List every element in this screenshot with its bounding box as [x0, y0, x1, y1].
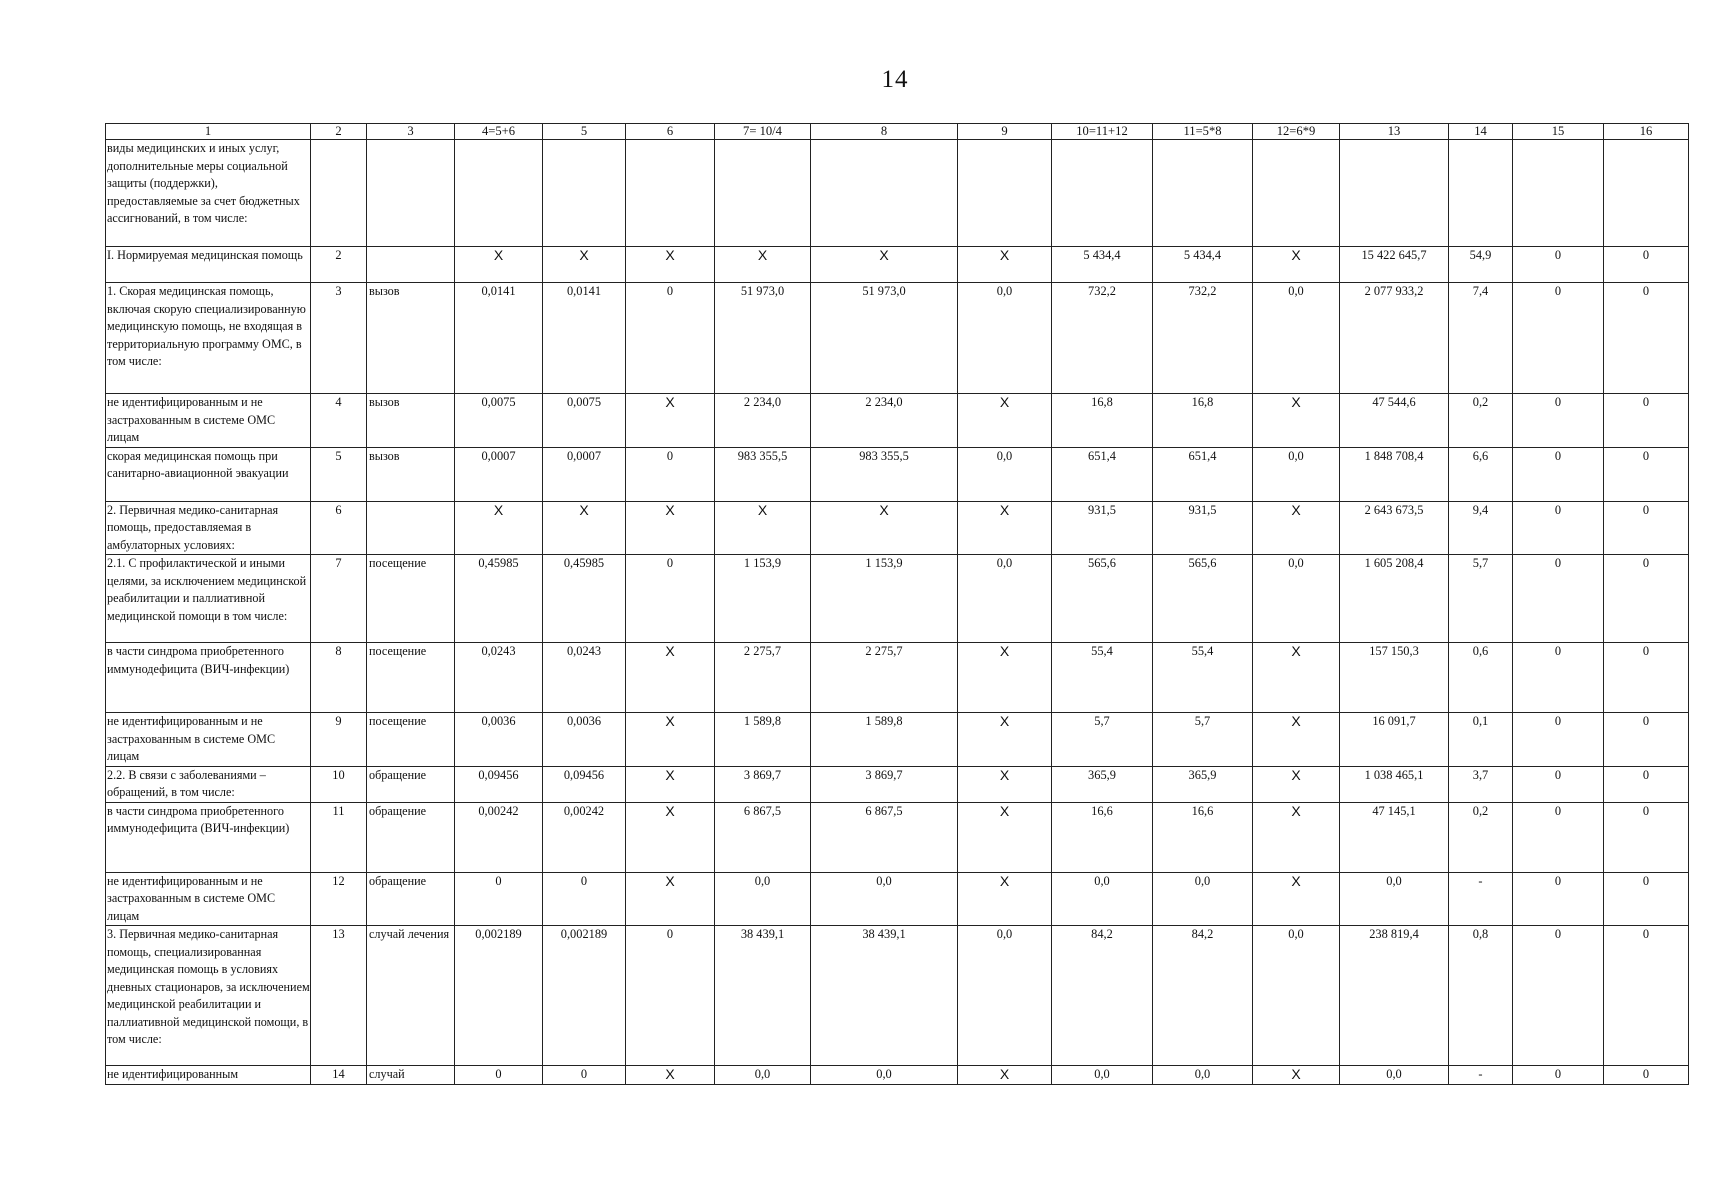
table-cell-col-8: X [811, 247, 958, 283]
table-cell-col-10: 0,0 [1052, 1066, 1153, 1085]
table-row [106, 802, 1689, 872]
table-cell-col-5: 0,00242 [543, 802, 626, 872]
table-cell-col-13: 1 605 208,4 [1340, 555, 1449, 643]
table-cell-col-11: 0,0 [1153, 1066, 1253, 1085]
header-cell-col-14: 14 [1449, 124, 1513, 140]
table-cell-col-15: 0 [1513, 1066, 1604, 1085]
table-cell-col-4: X [455, 247, 543, 283]
table-cell-col-16: 0 [1604, 394, 1689, 448]
table-cell-col-4: 0,002189 [455, 926, 543, 1066]
table-cell-col-15: 0 [1513, 766, 1604, 802]
header-cell-col-4: 4=5+6 [455, 124, 543, 140]
table-cell-col-4: 0,0007 [455, 447, 543, 501]
table-cell-col-16 [1604, 140, 1689, 247]
table-cell-col-15 [1513, 140, 1604, 247]
table-row [106, 872, 1689, 926]
table-cell-col-7: 0,0 [715, 1066, 811, 1085]
table-cell-col-15: 0 [1513, 247, 1604, 283]
table-header [106, 124, 1689, 140]
table-cell-col-8: 51 973,0 [811, 283, 958, 394]
table-cell-col-4: 0,0075 [455, 394, 543, 448]
unit-cell [367, 501, 455, 555]
table-cell-col-10: 84,2 [1052, 926, 1153, 1066]
row-label-cell: в части синдрома приобретенного иммунодефицита (ВИЧ-инфекции) [106, 802, 311, 872]
table-cell-col-11: 84,2 [1153, 926, 1253, 1066]
table-cell-col-5 [543, 140, 626, 247]
table-cell-col-14: 0,6 [1449, 643, 1513, 713]
table-cell-col-13: 1 038 465,1 [1340, 766, 1449, 802]
table-cell-col-16: 0 [1604, 713, 1689, 767]
table-cell-col-6: 0 [626, 283, 715, 394]
table-cell-col-5: X [543, 501, 626, 555]
table-row [106, 283, 1689, 394]
table-cell-col-11: 0,0 [1153, 872, 1253, 926]
table-cell-col-10: 55,4 [1052, 643, 1153, 713]
table-cell-col-6: X [626, 1066, 715, 1085]
table-cell-col-9: 0,0 [958, 926, 1052, 1066]
table-cell-col-15: 0 [1513, 643, 1604, 713]
row-label-cell: в части синдрома приобретенного иммунодефицита (ВИЧ-инфекции) [106, 643, 311, 713]
table-cell-col-12: X [1253, 802, 1340, 872]
table-cell-col-14: 6,6 [1449, 447, 1513, 501]
table-cell-col-14: 7,4 [1449, 283, 1513, 394]
table-cell-col-8: 2 234,0 [811, 394, 958, 448]
table-cell-col-11: 651,4 [1153, 447, 1253, 501]
table-cell-col-9 [958, 140, 1052, 247]
table-cell-col-16: 0 [1604, 247, 1689, 283]
table-cell-col-14: 54,9 [1449, 247, 1513, 283]
table-cell-col-9: X [958, 1066, 1052, 1085]
table-cell-col-5: 0,0243 [543, 643, 626, 713]
table-cell-col-9: X [958, 802, 1052, 872]
table-cell-col-9: X [958, 766, 1052, 802]
table-cell-col-7: 38 439,1 [715, 926, 811, 1066]
table-cell-col-6: X [626, 643, 715, 713]
table-cell-col-8: 0,0 [811, 872, 958, 926]
header-cell-col-8: 8 [811, 124, 958, 140]
table-cell-col-2: 4 [311, 394, 367, 448]
table-cell-col-15: 0 [1513, 872, 1604, 926]
table-cell-col-14: 0,8 [1449, 926, 1513, 1066]
table-cell-col-13: 0,0 [1340, 872, 1449, 926]
header-row [106, 124, 1689, 140]
table-cell-col-6: X [626, 394, 715, 448]
table-cell-col-13: 2 077 933,2 [1340, 283, 1449, 394]
unit-cell: обращение [367, 872, 455, 926]
table-cell-col-13: 47 544,6 [1340, 394, 1449, 448]
row-label-cell: 1. Скорая медицинская помощь, включая скорую специализированную медицинскую помощь, не входящая в территориальную программу ОМС, в том числе: [106, 283, 311, 394]
table-cell-col-15: 0 [1513, 802, 1604, 872]
table-cell-col-8: 3 869,7 [811, 766, 958, 802]
table-cell-col-9: X [958, 643, 1052, 713]
unit-cell: посещение [367, 713, 455, 767]
table-cell-col-11: 5 434,4 [1153, 247, 1253, 283]
table-cell-col-6: 0 [626, 926, 715, 1066]
table-cell-col-16: 0 [1604, 283, 1689, 394]
data-table [105, 123, 1689, 1085]
table-cell-col-10: 651,4 [1052, 447, 1153, 501]
table-cell-col-13: 15 422 645,7 [1340, 247, 1449, 283]
table-cell-col-9: X [958, 872, 1052, 926]
table-cell-col-14: 0,2 [1449, 802, 1513, 872]
table-cell-col-4: 0,0141 [455, 283, 543, 394]
table-cell-col-9: X [958, 713, 1052, 767]
table-cell-col-15: 0 [1513, 447, 1604, 501]
table-cell-col-16: 0 [1604, 447, 1689, 501]
unit-cell: обращение [367, 766, 455, 802]
row-label-cell: I. Нормируемая медицинская помощь [106, 247, 311, 283]
table-row [106, 555, 1689, 643]
table-cell-col-2: 2 [311, 247, 367, 283]
table-cell-col-10: 5,7 [1052, 713, 1153, 767]
table-row [106, 394, 1689, 448]
data-table-container [105, 123, 1689, 1085]
table-cell-col-14: - [1449, 1066, 1513, 1085]
table-cell-col-15: 0 [1513, 501, 1604, 555]
table-cell-col-6: X [626, 713, 715, 767]
table-cell-col-8: 6 867,5 [811, 802, 958, 872]
table-cell-col-6: 0 [626, 555, 715, 643]
header-cell-col-3: 3 [367, 124, 455, 140]
table-cell-col-7: 51 973,0 [715, 283, 811, 394]
header-cell-col-6: 6 [626, 124, 715, 140]
table-cell-col-8: 1 589,8 [811, 713, 958, 767]
unit-cell: вызов [367, 283, 455, 394]
table-cell-col-12: X [1253, 872, 1340, 926]
table-cell-col-8: 1 153,9 [811, 555, 958, 643]
header-cell-col-5: 5 [543, 124, 626, 140]
table-cell-col-13: 157 150,3 [1340, 643, 1449, 713]
table-cell-col-11: 365,9 [1153, 766, 1253, 802]
table-cell-col-14: 0,2 [1449, 394, 1513, 448]
table-cell-col-9: 0,0 [958, 555, 1052, 643]
table-cell-col-4: 0,45985 [455, 555, 543, 643]
table-cell-col-4 [455, 140, 543, 247]
table-cell-col-7: 0,0 [715, 872, 811, 926]
table-cell-col-14: - [1449, 872, 1513, 926]
table-cell-col-5: 0,09456 [543, 766, 626, 802]
table-cell-col-5: 0 [543, 1066, 626, 1085]
table-cell-col-11 [1153, 140, 1253, 247]
table-cell-col-9: X [958, 394, 1052, 448]
table-cell-col-7: 2 275,7 [715, 643, 811, 713]
table-body [106, 140, 1689, 1085]
table-cell-col-16: 0 [1604, 872, 1689, 926]
table-cell-col-9: 0,0 [958, 283, 1052, 394]
row-label-cell: не идентифицированным и не застрахованным в системе ОМС лицам [106, 394, 311, 448]
table-cell-col-7 [715, 140, 811, 247]
table-cell-col-2: 13 [311, 926, 367, 1066]
row-label-cell: 2. Первичная медико-санитарная помощь, предоставляемая в амбулаторных условиях: [106, 501, 311, 555]
table-cell-col-12: X [1253, 643, 1340, 713]
table-cell-col-4: 0,0243 [455, 643, 543, 713]
unit-cell: посещение [367, 643, 455, 713]
unit-cell [367, 140, 455, 247]
table-cell-col-11: 55,4 [1153, 643, 1253, 713]
header-cell-col-15: 15 [1513, 124, 1604, 140]
header-cell-col-9: 9 [958, 124, 1052, 140]
table-cell-col-5: X [543, 247, 626, 283]
table-cell-col-4: 0 [455, 1066, 543, 1085]
row-label-cell: 3. Первичная медико-санитарная помощь, специализированная медицинская помощь в условиях дневных стационаров, за исключением медицинской реабилитации и паллиативной медицинской помощи, в том числе: [106, 926, 311, 1066]
table-cell-col-8: 983 355,5 [811, 447, 958, 501]
table-cell-col-2: 10 [311, 766, 367, 802]
table-cell-col-15: 0 [1513, 926, 1604, 1066]
table-cell-col-7: 3 869,7 [715, 766, 811, 802]
table-cell-col-9: 0,0 [958, 447, 1052, 501]
table-cell-col-10: 0,0 [1052, 872, 1153, 926]
table-cell-col-16: 0 [1604, 555, 1689, 643]
table-cell-col-16: 0 [1604, 926, 1689, 1066]
table-cell-col-12: 0,0 [1253, 555, 1340, 643]
row-label-cell: виды медицинских и иных услуг, дополнительные меры социальной защиты (поддержки), предоставляемые за счет бюджетных ассигнований, в том числе: [106, 140, 311, 247]
table-row [106, 1066, 1689, 1085]
table-row [106, 766, 1689, 802]
unit-cell: обращение [367, 802, 455, 872]
row-label-cell: скорая медицинская помощь при санитарно-авиационной эвакуации [106, 447, 311, 501]
table-cell-col-7: X [715, 247, 811, 283]
table-cell-col-5: 0,0075 [543, 394, 626, 448]
table-cell-col-12: X [1253, 501, 1340, 555]
table-cell-col-5: 0,002189 [543, 926, 626, 1066]
table-cell-col-12: X [1253, 713, 1340, 767]
table-cell-col-2: 12 [311, 872, 367, 926]
table-row [106, 926, 1689, 1066]
table-cell-col-12: 0,0 [1253, 926, 1340, 1066]
table-cell-col-2: 7 [311, 555, 367, 643]
table-cell-col-12: 0,0 [1253, 447, 1340, 501]
table-cell-col-2: 3 [311, 283, 367, 394]
table-cell-col-2: 9 [311, 713, 367, 767]
table-cell-col-15: 0 [1513, 713, 1604, 767]
table-cell-col-13 [1340, 140, 1449, 247]
row-label-cell: не идентифицированным и не застрахованным в системе ОМС лицам [106, 872, 311, 926]
table-cell-col-16: 0 [1604, 501, 1689, 555]
table-cell-col-6: X [626, 766, 715, 802]
header-cell-col-7: 7= 10/4 [715, 124, 811, 140]
header-cell-col-2: 2 [311, 124, 367, 140]
table-cell-col-5: 0,0141 [543, 283, 626, 394]
table-cell-col-11: 5,7 [1153, 713, 1253, 767]
table-cell-col-5: 0,0007 [543, 447, 626, 501]
table-cell-col-6: X [626, 501, 715, 555]
table-cell-col-11: 16,6 [1153, 802, 1253, 872]
table-row [106, 247, 1689, 283]
table-cell-col-14: 0,1 [1449, 713, 1513, 767]
table-cell-col-10: 565,6 [1052, 555, 1153, 643]
header-cell-col-13: 13 [1340, 124, 1449, 140]
table-cell-col-10: 365,9 [1052, 766, 1153, 802]
unit-cell: вызов [367, 394, 455, 448]
table-cell-col-16: 0 [1604, 1066, 1689, 1085]
table-row [106, 501, 1689, 555]
table-cell-col-10 [1052, 140, 1153, 247]
table-cell-col-2: 11 [311, 802, 367, 872]
table-cell-col-12: X [1253, 394, 1340, 448]
row-label-cell: 2.2. В связи с заболеваниями – обращений, в том числе: [106, 766, 311, 802]
table-cell-col-4: 0,0036 [455, 713, 543, 767]
table-row [106, 713, 1689, 767]
table-cell-col-7: 1 589,8 [715, 713, 811, 767]
table-cell-col-5: 0 [543, 872, 626, 926]
table-cell-col-13: 0,0 [1340, 1066, 1449, 1085]
table-cell-col-16: 0 [1604, 802, 1689, 872]
table-cell-col-5: 0,0036 [543, 713, 626, 767]
table-cell-col-8: X [811, 501, 958, 555]
table-cell-col-8 [811, 140, 958, 247]
table-cell-col-10: 5 434,4 [1052, 247, 1153, 283]
table-cell-col-14: 5,7 [1449, 555, 1513, 643]
table-cell-col-11: 931,5 [1153, 501, 1253, 555]
table-cell-col-6: 0 [626, 447, 715, 501]
table-cell-col-2: 5 [311, 447, 367, 501]
unit-cell: случай [367, 1066, 455, 1085]
table-cell-col-4: 0,00242 [455, 802, 543, 872]
table-cell-col-14: 3,7 [1449, 766, 1513, 802]
table-cell-col-2: 6 [311, 501, 367, 555]
table-cell-col-11: 732,2 [1153, 283, 1253, 394]
table-cell-col-6 [626, 140, 715, 247]
table-cell-col-10: 16,8 [1052, 394, 1153, 448]
table-cell-col-4: 0,09456 [455, 766, 543, 802]
table-cell-col-9: X [958, 501, 1052, 555]
table-cell-col-2: 8 [311, 643, 367, 713]
row-label-cell: не идентифицированным и не застрахованным в системе ОМС лицам [106, 713, 311, 767]
table-cell-col-14: 9,4 [1449, 501, 1513, 555]
table-cell-col-13: 16 091,7 [1340, 713, 1449, 767]
table-cell-col-7: 1 153,9 [715, 555, 811, 643]
table-cell-col-8: 38 439,1 [811, 926, 958, 1066]
header-cell-col-12: 12=6*9 [1253, 124, 1340, 140]
table-cell-col-16: 0 [1604, 766, 1689, 802]
table-cell-col-8: 2 275,7 [811, 643, 958, 713]
table-cell-col-7: 6 867,5 [715, 802, 811, 872]
table-cell-col-8: 0,0 [811, 1066, 958, 1085]
header-cell-col-16: 16 [1604, 124, 1689, 140]
table-cell-col-11: 565,6 [1153, 555, 1253, 643]
table-cell-col-11: 16,8 [1153, 394, 1253, 448]
unit-cell [367, 247, 455, 283]
table-cell-col-10: 16,6 [1052, 802, 1153, 872]
table-cell-col-4: 0 [455, 872, 543, 926]
header-cell-col-1: 1 [106, 124, 311, 140]
table-cell-col-10: 732,2 [1052, 283, 1153, 394]
table-cell-col-13: 47 145,1 [1340, 802, 1449, 872]
table-cell-col-16: 0 [1604, 643, 1689, 713]
table-cell-col-12: X [1253, 247, 1340, 283]
table-cell-col-10: 931,5 [1052, 501, 1153, 555]
header-cell-col-10: 10=11+12 [1052, 124, 1153, 140]
header-cell-col-11: 11=5*8 [1153, 124, 1253, 140]
table-row [106, 447, 1689, 501]
unit-cell: случай лечения [367, 926, 455, 1066]
table-cell-col-15: 0 [1513, 555, 1604, 643]
unit-cell: посещение [367, 555, 455, 643]
table-cell-col-14 [1449, 140, 1513, 247]
table-cell-col-2 [311, 140, 367, 247]
table-cell-col-7: 2 234,0 [715, 394, 811, 448]
table-row [106, 643, 1689, 713]
table-cell-col-12: X [1253, 766, 1340, 802]
table-cell-col-6: X [626, 802, 715, 872]
row-label-cell: не идентифицированным [106, 1066, 311, 1085]
table-cell-col-6: X [626, 247, 715, 283]
table-cell-col-7: X [715, 501, 811, 555]
table-cell-col-4: X [455, 501, 543, 555]
table-cell-col-13: 238 819,4 [1340, 926, 1449, 1066]
row-label-cell: 2.1. С профилактической и иными целями, за исключением медицинской реабилитации и паллиативной медицинской помощи в том числе: [106, 555, 311, 643]
table-cell-col-13: 2 643 673,5 [1340, 501, 1449, 555]
table-cell-col-7: 983 355,5 [715, 447, 811, 501]
page-number: 14 [881, 66, 909, 93]
table-cell-col-12 [1253, 140, 1340, 247]
table-cell-col-15: 0 [1513, 394, 1604, 448]
table-cell-col-12: X [1253, 1066, 1340, 1085]
table-cell-col-5: 0,45985 [543, 555, 626, 643]
table-cell-col-12: 0,0 [1253, 283, 1340, 394]
table-row [106, 140, 1689, 247]
unit-cell: вызов [367, 447, 455, 501]
table-cell-col-2: 14 [311, 1066, 367, 1085]
table-cell-col-9: X [958, 247, 1052, 283]
table-cell-col-15: 0 [1513, 283, 1604, 394]
table-cell-col-13: 1 848 708,4 [1340, 447, 1449, 501]
table-cell-col-6: X [626, 872, 715, 926]
